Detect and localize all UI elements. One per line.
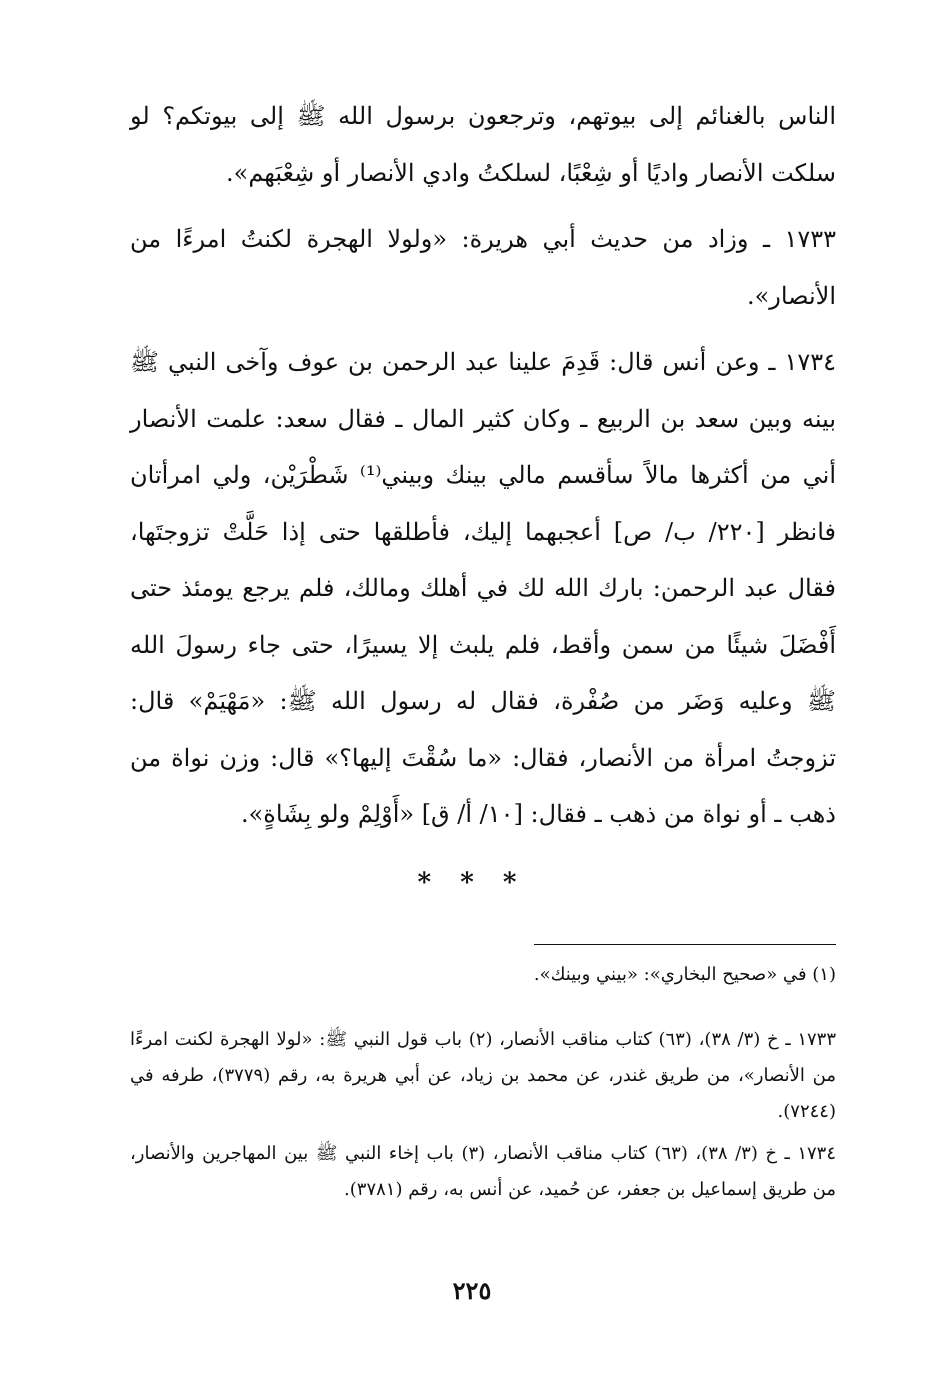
page-number: ٢٢٥ [452,1276,492,1305]
paragraph-hadith-1733: ١٧٣٣ ـ وزاد من حديث أبي هريرة: «ولولا الهجرة لكنتُ امرءًا من الأنصار». [130,225,836,310]
source-note-1734: ١٧٣٤ ـ خ (٣/ ٣٨)، (٦٣) كتاب مناقب الأنصار، (٣) باب إخاء النبي ﷺ بين المهاجرين والأنصار، من طريق إسماعيل بن جعفر، عن حُميد، عن أنس به، رقم (٣٧٨١). [130,1143,836,1200]
source-references [130,1022,836,1214]
footnote-divider [534,944,836,945]
paragraph-continuation: الناس بالغنائم إلى بيوتهم، وترجعون برسول الله ﷺ إلى بيوتكم؟ لو سلكت الأنصار واديًا أو شِعْبًا، لسلكتُ وادي الأنصار أو شِعْبَهم». [130,102,836,187]
source-note-1733: ١٧٣٣ ـ خ (٣/ ٣٨)، (٦٣) كتاب مناقب الأنصار، (٢) باب قول النبي ﷺ: «لولا الهجرة لكنت امرءًا من الأنصار»، من طريق غندر، عن محمد بن زياد، عن أبي هريرة به، رقم (٣٧٧٩)، طرفه في (٧٢٤٤). [130,1029,836,1122]
footnote-1: (١) في «صحيح البخاري»: «بيني وبينك». [533,964,836,985]
section-separator: * * * [417,868,527,898]
paragraph-hadith-1734: ١٧٣٤ ـ وعن أنس قال: قَدِمَ علينا عبد الرحمن بن عوف وآخى النبي ﷺ بينه وبين سعد بن الربيع ـ وكان كثير المال ـ فقال سعد: علمت الأنصار أني من أكثرها مالاً سأقسم مالي بينك وبيني⁽¹⁾ شَطْرَيْن، ولي امرأتان فانظر [٢٢٠/ ب/ ص] أعجبهما إليك، فأطلقها حتى إذا حَلَّتْ تزوجتَها، فقال عبد الرحمن: بارك الله لك في أهلك ومالك، فلم يرجع يومئذ حتى أَفْضَلَ شيئًا من سمن وأقط، فلم يلبث إلا يسيرًا، حتى جاء رسولَ الله ﷺ وعليه وَضَر من صُفْرة، فقال له رسول الله ﷺ: «مَهْيَمْ» قال: تزوجتُ امرأة من الأنصار، فقال: «ما سُقْتَ إليها؟» قال: وزن نواة من ذهب ـ أو نواة من ذهب ـ فقال: [١٠/ أ/ ق] «أَوْلِمْ ولو بِشَاةٍ». [130,348,837,828]
main-text [130,88,836,843]
